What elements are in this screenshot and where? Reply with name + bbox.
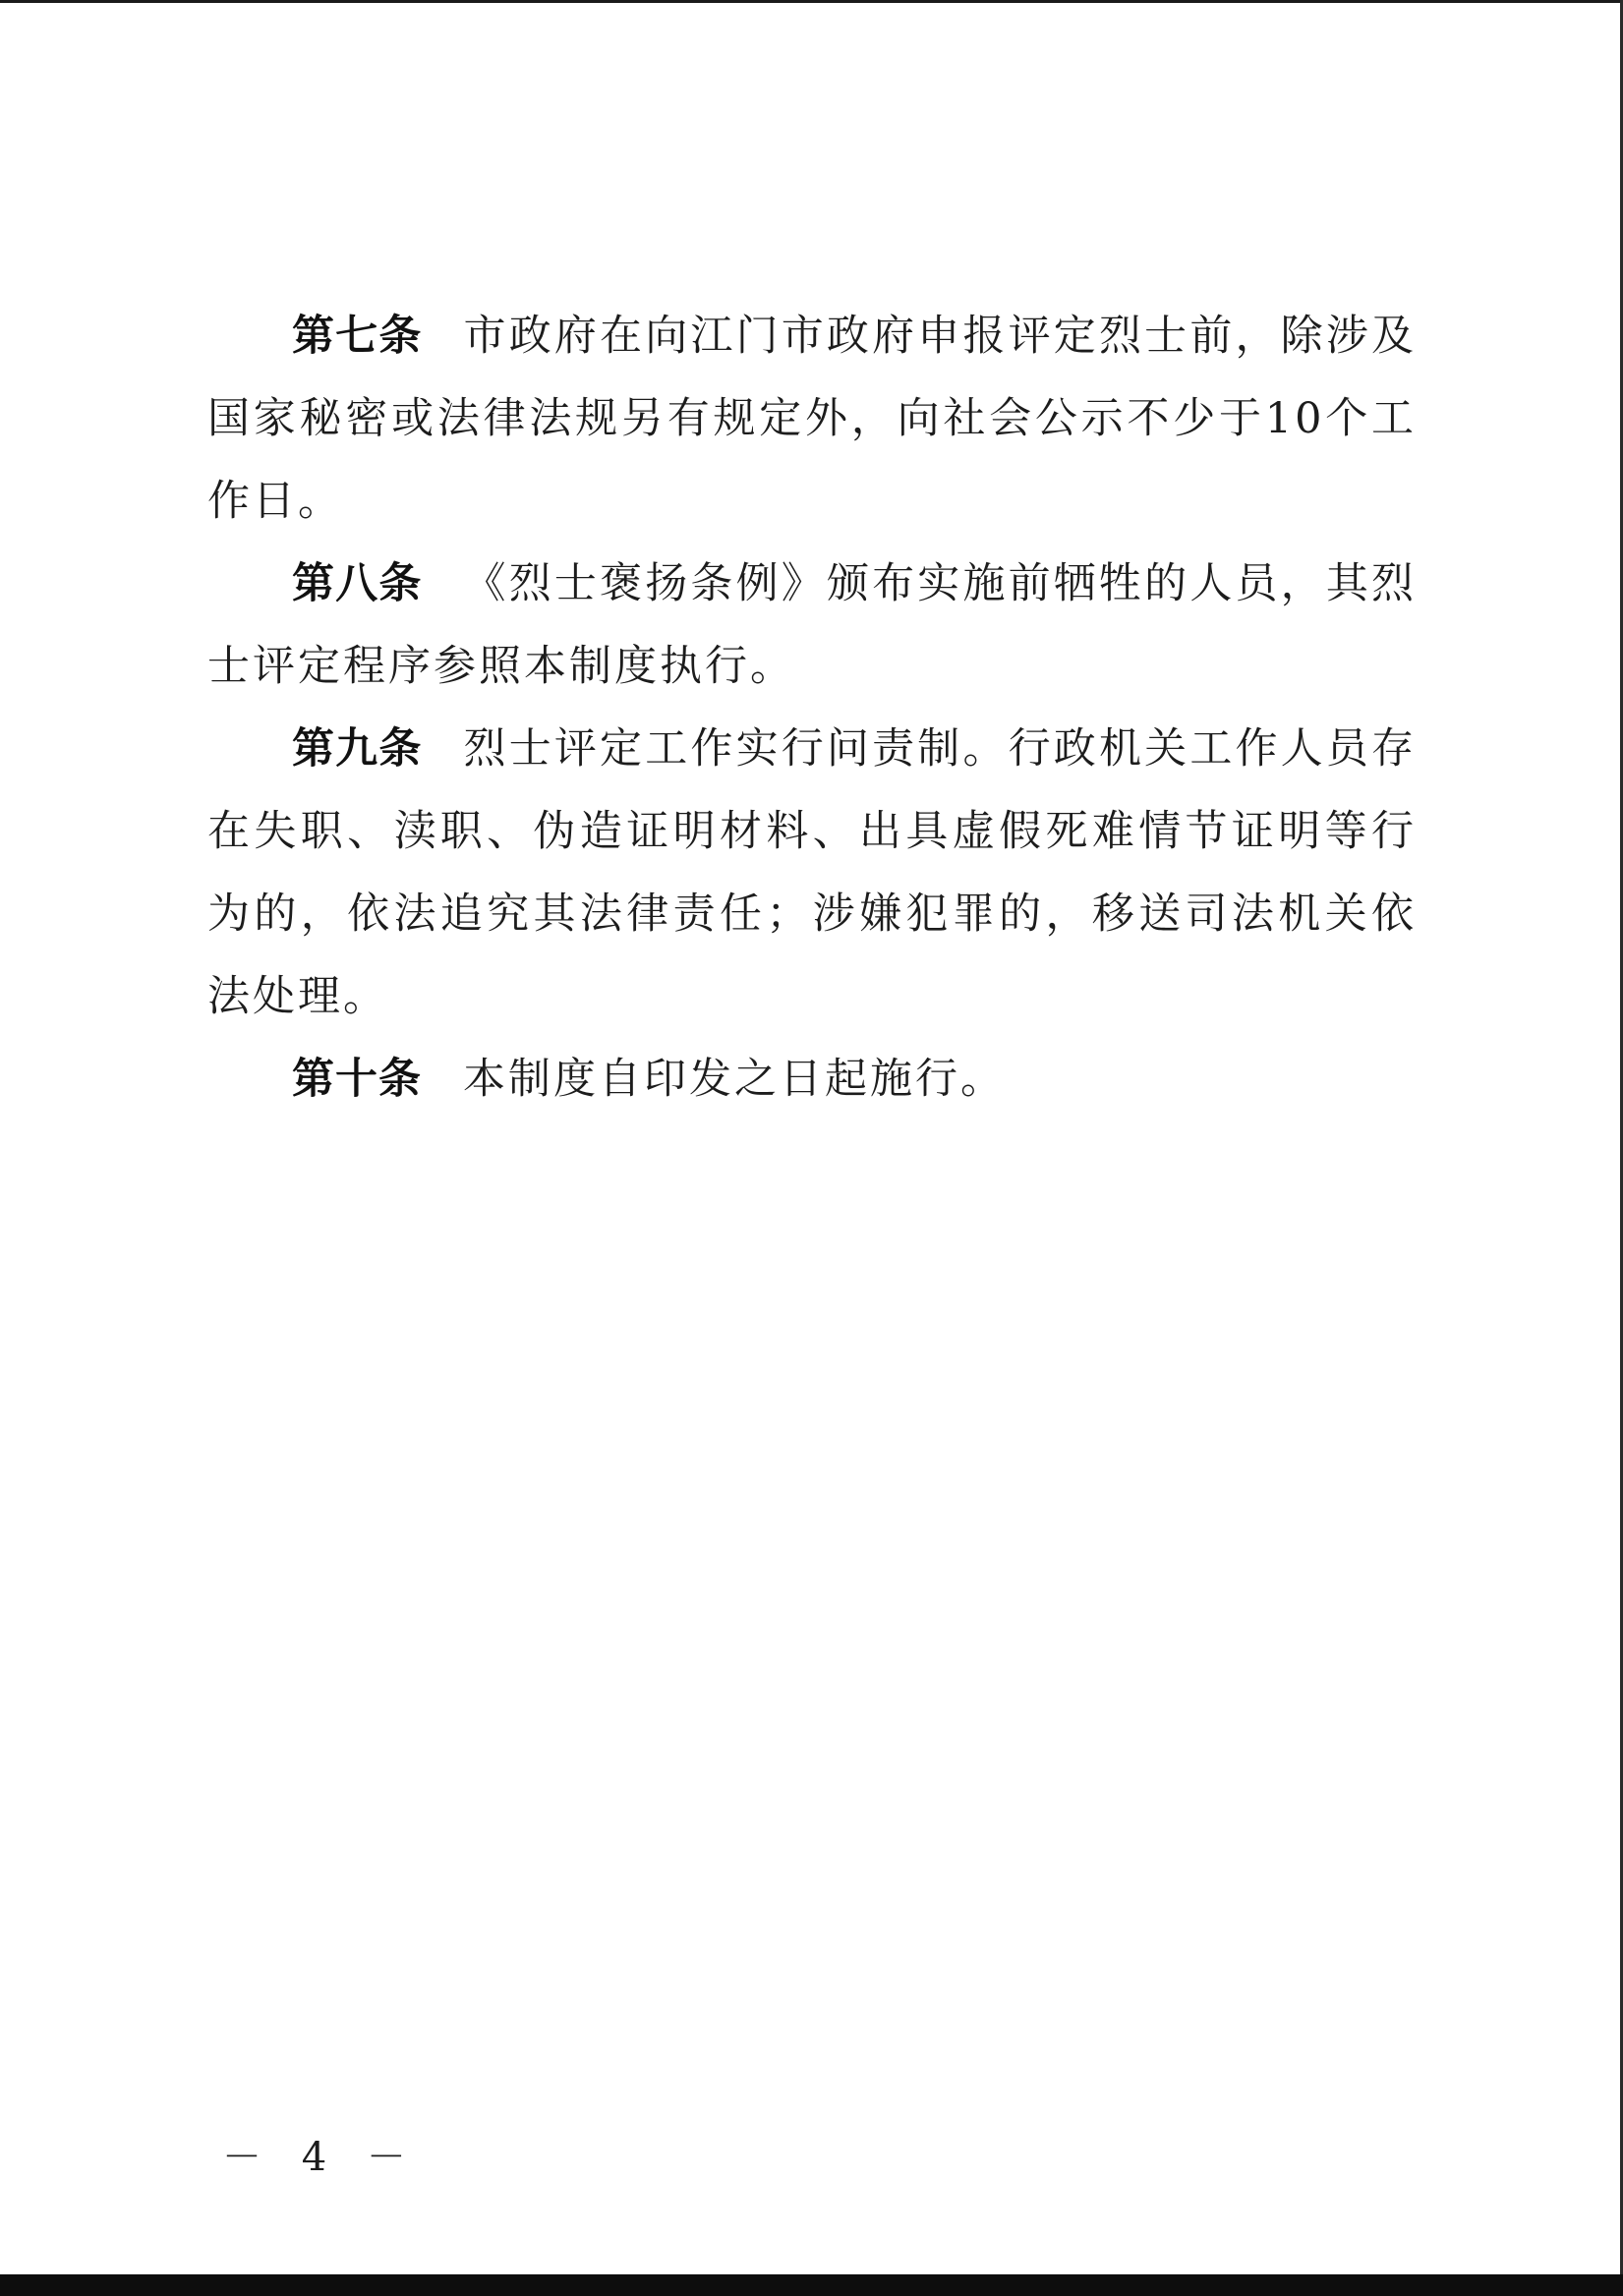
- article-number: 第九条: [292, 724, 423, 774]
- article-text: 烈士评定工作实行问责制。行政机关工作人员存在失职、渎职、伪造证明材料、出具虚假死难情节证明等行为的，依法追究其法律责任；涉嫌犯罪的，移送司法机关依法处理。: [207, 724, 1418, 1021]
- article-text: 《烈士褒扬条例》颁布实施前牺牲的人员，其烈士评定程序参照本制度执行。: [207, 559, 1418, 691]
- article-number: 第八条: [292, 559, 423, 608]
- article-text: 市政府在向江门市政府申报评定烈士前，除涉及国家秘密或法律法规另有规定外，向社会公示不少于10个工作日。: [207, 312, 1418, 526]
- article-7: [207, 295, 1417, 543]
- page-number: － 4 －: [222, 2135, 420, 2180]
- article-number: 第七条: [292, 312, 423, 361]
- article-text: 本制度自印发之日起施行。: [463, 1055, 1006, 1104]
- article-number: 第十条: [292, 1055, 422, 1104]
- document-body: [207, 295, 1417, 1120]
- article-8: [207, 543, 1417, 708]
- scan-edge-top: [0, 0, 1623, 3]
- article-10: [207, 1038, 1417, 1120]
- scan-edge-bottom: [0, 2274, 1623, 2296]
- article-9: [207, 708, 1417, 1038]
